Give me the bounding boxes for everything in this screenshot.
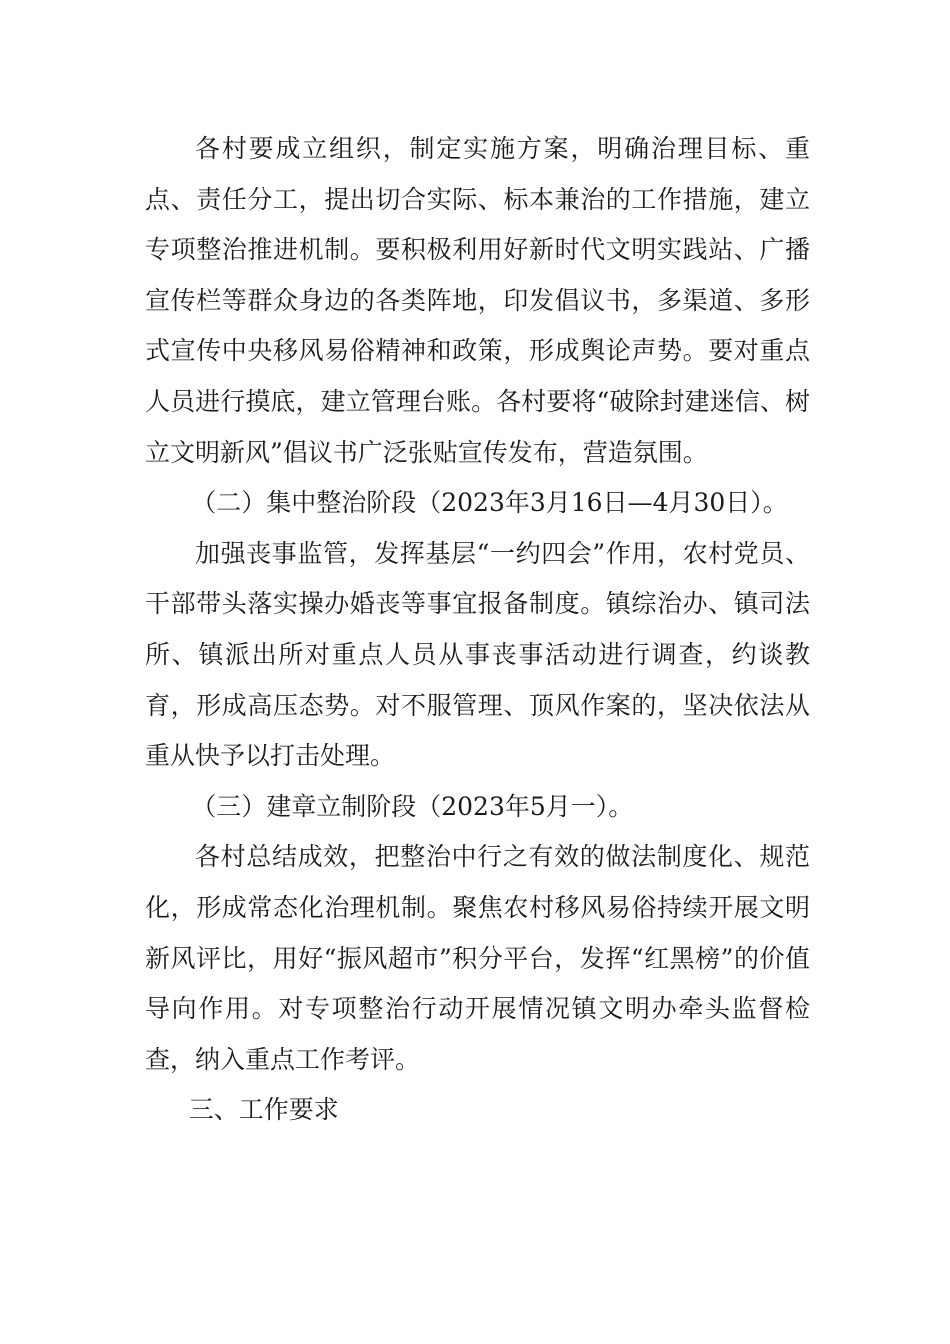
heading-concentrated-rectification-phase: （二）集中整治阶段（2023年3月16日—4月30日）。	[191, 488, 788, 518]
heading-institution-building-phase: （三）建章立制阶段（2023年5月一）。	[191, 791, 634, 821]
paragraph-institution-details: 各村总结成效，把整治中行之有效的做法制度化、规范化，形成常态化治理机制。聚焦农村移风易俗持续开展文明新风评比，用好“振风超市”积分平台，发挥“红黑榜”的价值导向作用。对专项整治行动开展情况镇文明办牵头监督检查，纳入重点工作考评。	[145, 842, 810, 1074]
paragraph-rectification-details: 加强丧事监管，发挥基层“一约四会”作用，农村党员、干部带头落实操办婚丧等事宜报备制度。镇综治办、镇司法所、镇派出所对重点人员从事丧事活动进行调查，约谈教育，形成高压态势。对不服管理、顶风作案的，坚决依法从重从快予以打击处理。	[145, 538, 810, 771]
section-heading-work-requirements: 三、工作要求	[188, 1095, 339, 1125]
document-body	[145, 124, 810, 1136]
paragraph-preparation-details: 各村要成立组织，制定实施方案，明确治理目标、重点、责任分工，提出切合实际、标本兼治的工作措施，建立专项整治推进机制。要积极利用好新时代文明实践站、广播宣传栏等群众身边的各类阵地，印发倡议书，多渠道、多形式宣传中央移风易俗精神和政策，形成舆论声势。要对重点人员进行摸底，建立管理台账。各村要将“破除封建迷信、树立文明新风”倡议书广泛张贴宣传发布，营造氛围。	[145, 134, 810, 467]
